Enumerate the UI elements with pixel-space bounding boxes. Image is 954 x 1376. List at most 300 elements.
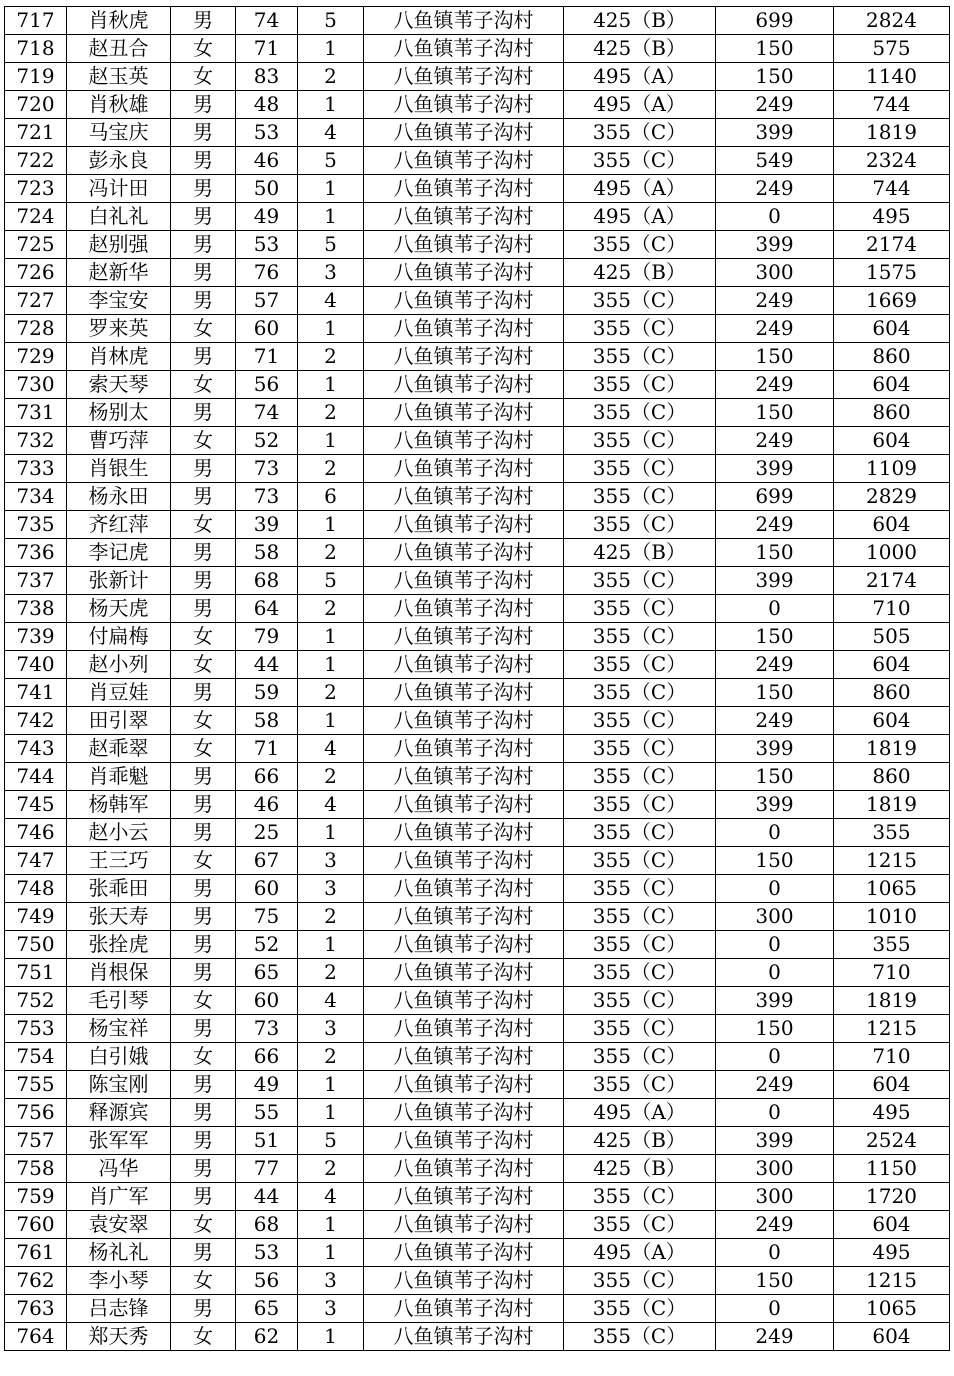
household-count-cell: 1 <box>298 1071 364 1099</box>
household-count-cell: 4 <box>298 119 364 147</box>
serial-cell: 725 <box>5 231 67 259</box>
address-cell: 八鱼镇苇子沟村 <box>364 119 564 147</box>
sex-cell: 男 <box>171 931 236 959</box>
total-cell: 710 <box>834 595 950 623</box>
age-cell: 48 <box>236 91 298 119</box>
total-cell: 575 <box>834 35 950 63</box>
subsidy-cell: 150 <box>716 679 834 707</box>
table-row <box>5 259 950 287</box>
sex-cell: 男 <box>171 1127 236 1155</box>
subsidy-cell: 0 <box>716 203 834 231</box>
name-cell: 曹巧萍 <box>67 427 171 455</box>
household-count-cell: 5 <box>298 567 364 595</box>
age-cell: 62 <box>236 1323 298 1351</box>
sex-cell: 男 <box>171 175 236 203</box>
subsidy-cell: 150 <box>716 399 834 427</box>
standard-cell: 355（C） <box>564 1043 716 1071</box>
age-cell: 68 <box>236 1211 298 1239</box>
household-count-cell: 2 <box>298 539 364 567</box>
household-count-cell: 4 <box>298 987 364 1015</box>
table-row <box>5 1155 950 1183</box>
serial-cell: 729 <box>5 343 67 371</box>
subsidy-cell: 150 <box>716 847 834 875</box>
standard-cell: 495（A） <box>564 63 716 91</box>
total-cell: 1109 <box>834 455 950 483</box>
standard-cell: 355（C） <box>564 427 716 455</box>
table-row <box>5 91 950 119</box>
name-cell: 袁安翠 <box>67 1211 171 1239</box>
table-body <box>5 7 950 1351</box>
sex-cell: 女 <box>171 735 236 763</box>
subsidy-cell: 300 <box>716 1183 834 1211</box>
household-count-cell: 1 <box>298 819 364 847</box>
standard-cell: 355（C） <box>564 1211 716 1239</box>
standard-cell: 355（C） <box>564 791 716 819</box>
subsidy-cell: 0 <box>716 959 834 987</box>
name-cell: 赵小云 <box>67 819 171 847</box>
sex-cell: 男 <box>171 147 236 175</box>
subsidy-cell: 399 <box>716 987 834 1015</box>
serial-cell: 718 <box>5 35 67 63</box>
name-cell: 肖豆娃 <box>67 679 171 707</box>
sex-cell: 男 <box>171 91 236 119</box>
age-cell: 71 <box>236 35 298 63</box>
age-cell: 39 <box>236 511 298 539</box>
name-cell: 李小琴 <box>67 1267 171 1295</box>
age-cell: 55 <box>236 1099 298 1127</box>
subsidy-cell: 249 <box>716 511 834 539</box>
age-cell: 52 <box>236 931 298 959</box>
serial-cell: 759 <box>5 1183 67 1211</box>
address-cell: 八鱼镇苇子沟村 <box>364 35 564 63</box>
total-cell: 2324 <box>834 147 950 175</box>
household-count-cell: 1 <box>298 1239 364 1267</box>
total-cell: 495 <box>834 203 950 231</box>
name-cell: 齐红萍 <box>67 511 171 539</box>
subsidy-cell: 0 <box>716 1295 834 1323</box>
address-cell: 八鱼镇苇子沟村 <box>364 1323 564 1351</box>
address-cell: 八鱼镇苇子沟村 <box>364 427 564 455</box>
standard-cell: 495（A） <box>564 91 716 119</box>
subsidy-cell: 150 <box>716 343 834 371</box>
subsidy-cell: 249 <box>716 175 834 203</box>
standard-cell: 355（C） <box>564 707 716 735</box>
total-cell: 1215 <box>834 1267 950 1295</box>
household-count-cell: 2 <box>298 455 364 483</box>
address-cell: 八鱼镇苇子沟村 <box>364 763 564 791</box>
total-cell: 1215 <box>834 847 950 875</box>
age-cell: 49 <box>236 203 298 231</box>
address-cell: 八鱼镇苇子沟村 <box>364 371 564 399</box>
standard-cell: 355（C） <box>564 931 716 959</box>
address-cell: 八鱼镇苇子沟村 <box>364 903 564 931</box>
address-cell: 八鱼镇苇子沟村 <box>364 1183 564 1211</box>
age-cell: 67 <box>236 847 298 875</box>
age-cell: 77 <box>236 1155 298 1183</box>
household-count-cell: 1 <box>298 623 364 651</box>
serial-cell: 755 <box>5 1071 67 1099</box>
serial-cell: 731 <box>5 399 67 427</box>
serial-cell: 730 <box>5 371 67 399</box>
total-cell: 1000 <box>834 539 950 567</box>
age-cell: 53 <box>236 231 298 259</box>
age-cell: 76 <box>236 259 298 287</box>
table-row <box>5 147 950 175</box>
age-cell: 71 <box>236 735 298 763</box>
subsidy-cell: 0 <box>716 1043 834 1071</box>
address-cell: 八鱼镇苇子沟村 <box>364 7 564 35</box>
subsidy-cell: 249 <box>716 1211 834 1239</box>
serial-cell: 736 <box>5 539 67 567</box>
subsidy-cell: 699 <box>716 7 834 35</box>
total-cell: 1010 <box>834 903 950 931</box>
address-cell: 八鱼镇苇子沟村 <box>364 735 564 763</box>
standard-cell: 355（C） <box>564 1323 716 1351</box>
sex-cell: 女 <box>171 847 236 875</box>
subsidy-cell: 300 <box>716 259 834 287</box>
standard-cell: 355（C） <box>564 763 716 791</box>
age-cell: 57 <box>236 287 298 315</box>
sex-cell: 女 <box>171 511 236 539</box>
serial-cell: 721 <box>5 119 67 147</box>
sex-cell: 女 <box>171 651 236 679</box>
standard-cell: 355（C） <box>564 231 716 259</box>
household-count-cell: 1 <box>298 315 364 343</box>
serial-cell: 750 <box>5 931 67 959</box>
serial-cell: 732 <box>5 427 67 455</box>
standard-cell: 495（A） <box>564 175 716 203</box>
total-cell: 1720 <box>834 1183 950 1211</box>
total-cell: 860 <box>834 679 950 707</box>
name-cell: 彭永良 <box>67 147 171 175</box>
name-cell: 张新计 <box>67 567 171 595</box>
address-cell: 八鱼镇苇子沟村 <box>364 567 564 595</box>
table-row <box>5 1043 950 1071</box>
total-cell: 1819 <box>834 987 950 1015</box>
serial-cell: 761 <box>5 1239 67 1267</box>
sex-cell: 男 <box>171 1295 236 1323</box>
serial-cell: 741 <box>5 679 67 707</box>
name-cell: 释源宾 <box>67 1099 171 1127</box>
serial-cell: 757 <box>5 1127 67 1155</box>
subsidy-cell: 399 <box>716 735 834 763</box>
serial-cell: 739 <box>5 623 67 651</box>
table-row <box>5 679 950 707</box>
age-cell: 56 <box>236 371 298 399</box>
age-cell: 44 <box>236 651 298 679</box>
address-cell: 八鱼镇苇子沟村 <box>364 1099 564 1127</box>
household-count-cell: 2 <box>298 679 364 707</box>
table-row <box>5 1099 950 1127</box>
address-cell: 八鱼镇苇子沟村 <box>364 399 564 427</box>
serial-cell: 740 <box>5 651 67 679</box>
serial-cell: 752 <box>5 987 67 1015</box>
sex-cell: 女 <box>171 623 236 651</box>
serial-cell: 733 <box>5 455 67 483</box>
subsidy-cell: 150 <box>716 35 834 63</box>
table-row <box>5 1323 950 1351</box>
serial-cell: 726 <box>5 259 67 287</box>
total-cell: 744 <box>834 91 950 119</box>
age-cell: 73 <box>236 483 298 511</box>
standard-cell: 355（C） <box>564 287 716 315</box>
total-cell: 604 <box>834 707 950 735</box>
table-row <box>5 203 950 231</box>
table-row <box>5 287 950 315</box>
table-row <box>5 371 950 399</box>
serial-cell: 749 <box>5 903 67 931</box>
standard-cell: 495（A） <box>564 203 716 231</box>
household-count-cell: 1 <box>298 511 364 539</box>
table-row <box>5 707 950 735</box>
total-cell: 1819 <box>834 791 950 819</box>
sex-cell: 男 <box>171 231 236 259</box>
sex-cell: 男 <box>171 819 236 847</box>
name-cell: 赵丑合 <box>67 35 171 63</box>
standard-cell: 355（C） <box>564 819 716 847</box>
address-cell: 八鱼镇苇子沟村 <box>364 343 564 371</box>
name-cell: 肖根保 <box>67 959 171 987</box>
name-cell: 冯华 <box>67 1155 171 1183</box>
household-count-cell: 3 <box>298 1015 364 1043</box>
sex-cell: 男 <box>171 595 236 623</box>
age-cell: 58 <box>236 539 298 567</box>
address-cell: 八鱼镇苇子沟村 <box>364 959 564 987</box>
household-count-cell: 2 <box>298 63 364 91</box>
address-cell: 八鱼镇苇子沟村 <box>364 623 564 651</box>
address-cell: 八鱼镇苇子沟村 <box>364 1127 564 1155</box>
total-cell: 495 <box>834 1239 950 1267</box>
household-count-cell: 2 <box>298 1155 364 1183</box>
address-cell: 八鱼镇苇子沟村 <box>364 315 564 343</box>
household-count-cell: 2 <box>298 959 364 987</box>
serial-cell: 719 <box>5 63 67 91</box>
total-cell: 604 <box>834 511 950 539</box>
table-row <box>5 623 950 651</box>
name-cell: 白礼礼 <box>67 203 171 231</box>
age-cell: 73 <box>236 455 298 483</box>
sex-cell: 男 <box>171 287 236 315</box>
name-cell: 肖秋虎 <box>67 7 171 35</box>
age-cell: 46 <box>236 791 298 819</box>
household-count-cell: 1 <box>298 35 364 63</box>
table-row <box>5 819 950 847</box>
age-cell: 60 <box>236 987 298 1015</box>
total-cell: 1669 <box>834 287 950 315</box>
household-count-cell: 3 <box>298 259 364 287</box>
sex-cell: 男 <box>171 259 236 287</box>
standard-cell: 355（C） <box>564 315 716 343</box>
household-count-cell: 4 <box>298 1183 364 1211</box>
subsidy-cell: 399 <box>716 455 834 483</box>
subsidy-cell: 249 <box>716 91 834 119</box>
total-cell: 604 <box>834 371 950 399</box>
name-cell: 赵玉英 <box>67 63 171 91</box>
table-row <box>5 1239 950 1267</box>
name-cell: 肖乖魁 <box>67 763 171 791</box>
subsidy-cell: 150 <box>716 1267 834 1295</box>
sex-cell: 男 <box>171 7 236 35</box>
sex-cell: 女 <box>171 707 236 735</box>
serial-cell: 735 <box>5 511 67 539</box>
household-count-cell: 3 <box>298 1295 364 1323</box>
subsidy-cell: 150 <box>716 1015 834 1043</box>
household-count-cell: 3 <box>298 1267 364 1295</box>
subsidy-cell: 150 <box>716 539 834 567</box>
sex-cell: 女 <box>171 987 236 1015</box>
household-count-cell: 1 <box>298 427 364 455</box>
household-count-cell: 1 <box>298 175 364 203</box>
age-cell: 58 <box>236 707 298 735</box>
age-cell: 74 <box>236 7 298 35</box>
sex-cell: 男 <box>171 1183 236 1211</box>
total-cell: 860 <box>834 343 950 371</box>
age-cell: 44 <box>236 1183 298 1211</box>
age-cell: 49 <box>236 1071 298 1099</box>
serial-cell: 751 <box>5 959 67 987</box>
total-cell: 1215 <box>834 1015 950 1043</box>
total-cell: 710 <box>834 1043 950 1071</box>
standard-cell: 355（C） <box>564 595 716 623</box>
table-row <box>5 7 950 35</box>
table-row <box>5 455 950 483</box>
name-cell: 赵新华 <box>67 259 171 287</box>
household-count-cell: 3 <box>298 875 364 903</box>
subsidy-cell: 150 <box>716 623 834 651</box>
subsidy-cell: 249 <box>716 427 834 455</box>
subsidy-cell: 0 <box>716 819 834 847</box>
address-cell: 八鱼镇苇子沟村 <box>364 539 564 567</box>
subsidy-cell: 0 <box>716 875 834 903</box>
sex-cell: 女 <box>171 1043 236 1071</box>
total-cell: 2524 <box>834 1127 950 1155</box>
household-count-cell: 1 <box>298 1099 364 1127</box>
serial-cell: 753 <box>5 1015 67 1043</box>
age-cell: 65 <box>236 1295 298 1323</box>
address-cell: 八鱼镇苇子沟村 <box>364 987 564 1015</box>
sex-cell: 女 <box>171 1323 236 1351</box>
standard-cell: 355（C） <box>564 119 716 147</box>
sex-cell: 男 <box>171 791 236 819</box>
total-cell: 604 <box>834 427 950 455</box>
name-cell: 张拴虎 <box>67 931 171 959</box>
table-row <box>5 1183 950 1211</box>
address-cell: 八鱼镇苇子沟村 <box>364 91 564 119</box>
sex-cell: 男 <box>171 1015 236 1043</box>
serial-cell: 762 <box>5 1267 67 1295</box>
standard-cell: 355（C） <box>564 1071 716 1099</box>
age-cell: 50 <box>236 175 298 203</box>
serial-cell: 764 <box>5 1323 67 1351</box>
subsidy-cell: 249 <box>716 371 834 399</box>
name-cell: 吕志锋 <box>67 1295 171 1323</box>
standard-cell: 425（B） <box>564 1155 716 1183</box>
standard-cell: 355（C） <box>564 651 716 679</box>
name-cell: 李记虎 <box>67 539 171 567</box>
table-row <box>5 315 950 343</box>
table-row <box>5 1295 950 1323</box>
name-cell: 赵别强 <box>67 231 171 259</box>
total-cell: 1065 <box>834 1295 950 1323</box>
subsidy-cell: 0 <box>716 1239 834 1267</box>
sex-cell: 男 <box>171 1155 236 1183</box>
table-row <box>5 567 950 595</box>
table-row <box>5 875 950 903</box>
table-row <box>5 511 950 539</box>
name-cell: 赵乖翠 <box>67 735 171 763</box>
name-cell: 杨永田 <box>67 483 171 511</box>
age-cell: 52 <box>236 427 298 455</box>
serial-cell: 763 <box>5 1295 67 1323</box>
household-count-cell: 1 <box>298 651 364 679</box>
table-row <box>5 791 950 819</box>
table-row <box>5 175 950 203</box>
name-cell: 王三巧 <box>67 847 171 875</box>
standard-cell: 425（B） <box>564 539 716 567</box>
subsidy-cell: 300 <box>716 903 834 931</box>
sex-cell: 女 <box>171 35 236 63</box>
name-cell: 马宝庆 <box>67 119 171 147</box>
total-cell: 710 <box>834 959 950 987</box>
serial-cell: 738 <box>5 595 67 623</box>
serial-cell: 724 <box>5 203 67 231</box>
subsidy-cell: 249 <box>716 287 834 315</box>
standard-cell: 355（C） <box>564 455 716 483</box>
sex-cell: 女 <box>171 371 236 399</box>
name-cell: 张军军 <box>67 1127 171 1155</box>
table-row <box>5 1267 950 1295</box>
name-cell: 赵小列 <box>67 651 171 679</box>
subsidy-cell: 150 <box>716 63 834 91</box>
address-cell: 八鱼镇苇子沟村 <box>364 931 564 959</box>
address-cell: 八鱼镇苇子沟村 <box>364 1043 564 1071</box>
name-cell: 肖广军 <box>67 1183 171 1211</box>
standard-cell: 425（B） <box>564 35 716 63</box>
address-cell: 八鱼镇苇子沟村 <box>364 175 564 203</box>
age-cell: 66 <box>236 763 298 791</box>
standard-cell: 355（C） <box>564 399 716 427</box>
table-row <box>5 1211 950 1239</box>
name-cell: 杨礼礼 <box>67 1239 171 1267</box>
address-cell: 八鱼镇苇子沟村 <box>364 1015 564 1043</box>
subsidy-cell: 150 <box>716 763 834 791</box>
household-count-cell: 2 <box>298 595 364 623</box>
household-count-cell: 2 <box>298 763 364 791</box>
subsidy-cell: 249 <box>716 707 834 735</box>
serial-cell: 742 <box>5 707 67 735</box>
household-count-cell: 4 <box>298 287 364 315</box>
address-cell: 八鱼镇苇子沟村 <box>364 259 564 287</box>
total-cell: 1065 <box>834 875 950 903</box>
name-cell: 毛引琴 <box>67 987 171 1015</box>
total-cell: 355 <box>834 931 950 959</box>
sex-cell: 男 <box>171 203 236 231</box>
standard-cell: 355（C） <box>564 371 716 399</box>
name-cell: 张天寿 <box>67 903 171 931</box>
table-row <box>5 539 950 567</box>
name-cell: 索天琴 <box>67 371 171 399</box>
address-cell: 八鱼镇苇子沟村 <box>364 63 564 91</box>
standard-cell: 355（C） <box>564 623 716 651</box>
subsidy-cell: 399 <box>716 1127 834 1155</box>
total-cell: 355 <box>834 819 950 847</box>
age-cell: 83 <box>236 63 298 91</box>
standard-cell: 355（C） <box>564 567 716 595</box>
name-cell: 田引翠 <box>67 707 171 735</box>
subsidy-cell: 0 <box>716 931 834 959</box>
name-cell: 杨天虎 <box>67 595 171 623</box>
total-cell: 860 <box>834 763 950 791</box>
